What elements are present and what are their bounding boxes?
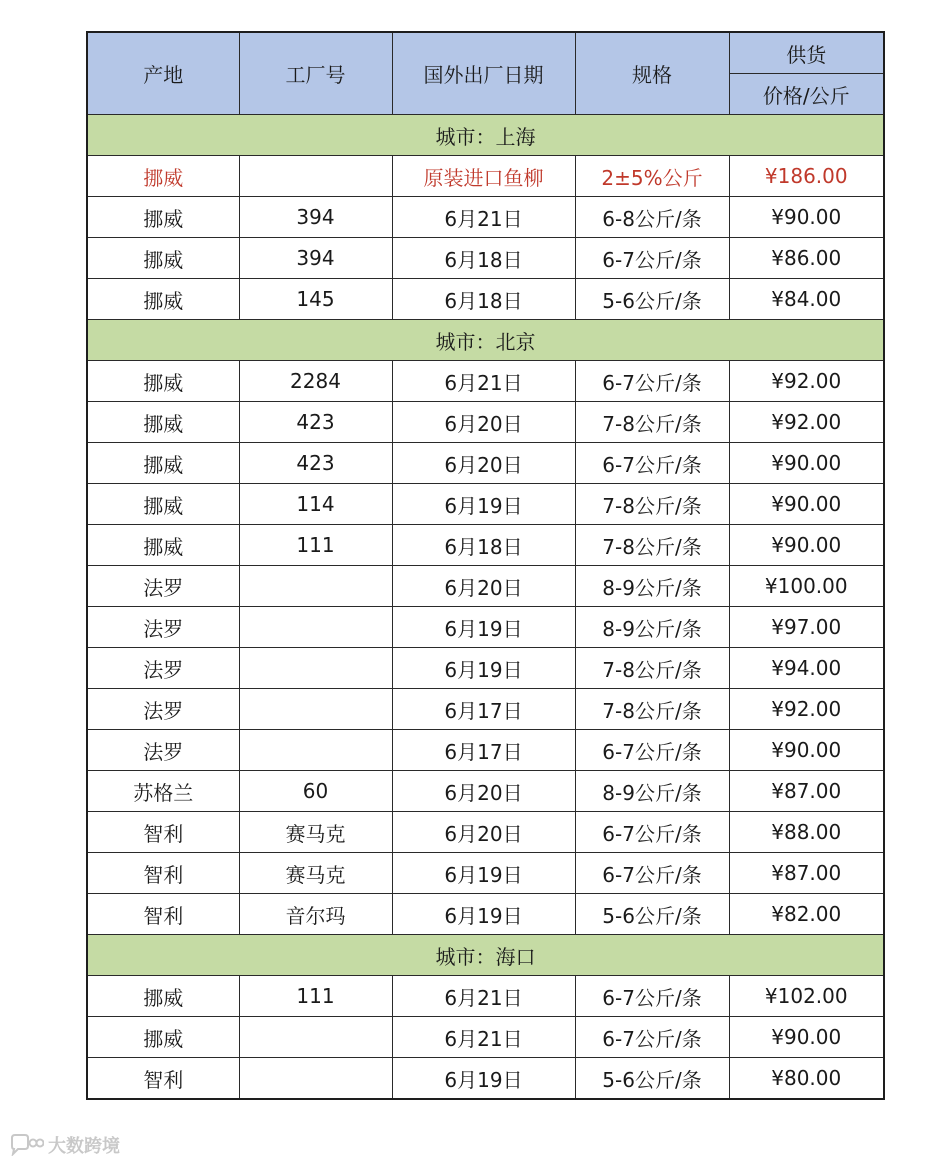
cell-origin: 挪威 bbox=[87, 402, 239, 443]
chat-bubble-logo-icon bbox=[8, 1134, 44, 1156]
cell-factory-no bbox=[239, 156, 392, 197]
cell-origin: 智利 bbox=[87, 853, 239, 894]
cell-origin: 苏格兰 bbox=[87, 771, 239, 812]
cell-ship-date: 6月21日 bbox=[392, 197, 575, 238]
cell-ship-date: 6月19日 bbox=[392, 853, 575, 894]
cell-ship-date: 6月21日 bbox=[392, 1017, 575, 1058]
cell-origin: 挪威 bbox=[87, 976, 239, 1017]
cell-ship-date: 原装进口鱼柳 bbox=[392, 156, 575, 197]
cell-origin: 法罗 bbox=[87, 648, 239, 689]
table-row bbox=[87, 443, 884, 484]
table-row bbox=[87, 607, 884, 648]
cell-origin: 法罗 bbox=[87, 689, 239, 730]
cell-origin: 挪威 bbox=[87, 484, 239, 525]
cell-ship-date: 6月20日 bbox=[392, 402, 575, 443]
cell-ship-date: 6月18日 bbox=[392, 238, 575, 279]
cell-factory-no: 423 bbox=[239, 402, 392, 443]
table-row bbox=[87, 1058, 884, 1100]
header-origin: 产地 bbox=[87, 32, 239, 115]
cell-origin: 法罗 bbox=[87, 730, 239, 771]
cell-price: ¥92.00 bbox=[729, 361, 884, 402]
cell-price: ¥100.00 bbox=[729, 566, 884, 607]
cell-origin: 智利 bbox=[87, 1058, 239, 1100]
cell-ship-date: 6月18日 bbox=[392, 525, 575, 566]
header-spec: 规格 bbox=[575, 32, 729, 115]
header-row bbox=[87, 32, 884, 74]
table-row bbox=[87, 1017, 884, 1058]
cell-factory-no bbox=[239, 1058, 392, 1100]
cell-spec: 5-6公斤/条 bbox=[575, 1058, 729, 1100]
cell-spec: 2±5%公斤 bbox=[575, 156, 729, 197]
cell-price: ¥92.00 bbox=[729, 689, 884, 730]
cell-factory-no bbox=[239, 689, 392, 730]
table-row bbox=[87, 156, 884, 197]
cell-spec: 6-7公斤/条 bbox=[575, 361, 729, 402]
table-row bbox=[87, 812, 884, 853]
cell-spec: 6-8公斤/条 bbox=[575, 197, 729, 238]
cell-factory-no: 60 bbox=[239, 771, 392, 812]
cell-spec: 6-7公斤/条 bbox=[575, 730, 729, 771]
cell-spec: 7-8公斤/条 bbox=[575, 648, 729, 689]
cell-price: ¥92.00 bbox=[729, 402, 884, 443]
table-row bbox=[87, 689, 884, 730]
cell-spec: 6-7公斤/条 bbox=[575, 853, 729, 894]
cell-price: ¥90.00 bbox=[729, 525, 884, 566]
watermark bbox=[8, 1132, 120, 1158]
cell-origin: 法罗 bbox=[87, 607, 239, 648]
cell-price: ¥94.00 bbox=[729, 648, 884, 689]
cell-ship-date: 6月19日 bbox=[392, 894, 575, 935]
cell-origin: 挪威 bbox=[87, 1017, 239, 1058]
city-row bbox=[87, 935, 884, 976]
cell-spec: 7-8公斤/条 bbox=[575, 402, 729, 443]
header-price-per-kg: 价格/公斤 bbox=[729, 74, 884, 115]
cell-origin: 挪威 bbox=[87, 238, 239, 279]
cell-spec: 7-8公斤/条 bbox=[575, 484, 729, 525]
city-label: 城市：北京 bbox=[87, 320, 884, 361]
cell-spec: 7-8公斤/条 bbox=[575, 689, 729, 730]
cell-ship-date: 6月21日 bbox=[392, 976, 575, 1017]
table-row bbox=[87, 853, 884, 894]
cell-factory-no bbox=[239, 648, 392, 689]
table-row bbox=[87, 279, 884, 320]
cell-ship-date: 6月18日 bbox=[392, 279, 575, 320]
city-row bbox=[87, 115, 884, 156]
table-row bbox=[87, 771, 884, 812]
cell-price: ¥90.00 bbox=[729, 730, 884, 771]
cell-price: ¥84.00 bbox=[729, 279, 884, 320]
cell-origin: 挪威 bbox=[87, 279, 239, 320]
cell-spec: 8-9公斤/条 bbox=[575, 771, 729, 812]
cell-factory-no: 赛马克 bbox=[239, 812, 392, 853]
cell-factory-no bbox=[239, 607, 392, 648]
city-label: 城市：海口 bbox=[87, 935, 884, 976]
cell-price: ¥97.00 bbox=[729, 607, 884, 648]
table-row bbox=[87, 402, 884, 443]
cell-ship-date: 6月20日 bbox=[392, 812, 575, 853]
cell-ship-date: 6月19日 bbox=[392, 1058, 575, 1100]
table-body bbox=[87, 115, 884, 1100]
cell-factory-no bbox=[239, 1017, 392, 1058]
cell-ship-date: 6月20日 bbox=[392, 566, 575, 607]
cell-ship-date: 6月17日 bbox=[392, 730, 575, 771]
cell-factory-no: 音尔玛 bbox=[239, 894, 392, 935]
cell-factory-no bbox=[239, 730, 392, 771]
cell-ship-date: 6月17日 bbox=[392, 689, 575, 730]
cell-origin: 智利 bbox=[87, 812, 239, 853]
cell-price: ¥90.00 bbox=[729, 1017, 884, 1058]
cell-origin: 挪威 bbox=[87, 197, 239, 238]
header-factory-no: 工厂号 bbox=[239, 32, 392, 115]
cell-ship-date: 6月19日 bbox=[392, 607, 575, 648]
header-supply: 供货 bbox=[729, 32, 884, 74]
cell-price: ¥102.00 bbox=[729, 976, 884, 1017]
cell-factory-no: 145 bbox=[239, 279, 392, 320]
cell-factory-no: 423 bbox=[239, 443, 392, 484]
cell-factory-no: 2284 bbox=[239, 361, 392, 402]
cell-origin: 挪威 bbox=[87, 525, 239, 566]
cell-ship-date: 6月19日 bbox=[392, 484, 575, 525]
cell-factory-no: 111 bbox=[239, 976, 392, 1017]
city-label: 城市：上海 bbox=[87, 115, 884, 156]
cell-ship-date: 6月19日 bbox=[392, 648, 575, 689]
cell-price: ¥88.00 bbox=[729, 812, 884, 853]
table-row bbox=[87, 566, 884, 607]
cell-price: ¥90.00 bbox=[729, 484, 884, 525]
cell-spec: 8-9公斤/条 bbox=[575, 607, 729, 648]
cell-factory-no: 114 bbox=[239, 484, 392, 525]
cell-price: ¥87.00 bbox=[729, 853, 884, 894]
watermark-text: 大数跨境 bbox=[48, 1136, 120, 1157]
table-row bbox=[87, 484, 884, 525]
table-row bbox=[87, 730, 884, 771]
cell-price: ¥86.00 bbox=[729, 238, 884, 279]
cell-spec: 6-7公斤/条 bbox=[575, 443, 729, 484]
cell-origin: 法罗 bbox=[87, 566, 239, 607]
cell-ship-date: 6月21日 bbox=[392, 361, 575, 402]
header-ship-date: 国外出厂日期 bbox=[392, 32, 575, 115]
cell-spec: 6-7公斤/条 bbox=[575, 1017, 729, 1058]
table-row bbox=[87, 361, 884, 402]
cell-ship-date: 6月20日 bbox=[392, 771, 575, 812]
cell-price: ¥82.00 bbox=[729, 894, 884, 935]
cell-origin: 智利 bbox=[87, 894, 239, 935]
cell-price: ¥80.00 bbox=[729, 1058, 884, 1100]
cell-factory-no bbox=[239, 566, 392, 607]
table-row bbox=[87, 238, 884, 279]
cell-origin: 挪威 bbox=[87, 361, 239, 402]
cell-factory-no: 394 bbox=[239, 197, 392, 238]
cell-price: ¥90.00 bbox=[729, 443, 884, 484]
cell-factory-no: 赛马克 bbox=[239, 853, 392, 894]
cell-spec: 6-7公斤/条 bbox=[575, 812, 729, 853]
cell-price: ¥87.00 bbox=[729, 771, 884, 812]
cell-ship-date: 6月20日 bbox=[392, 443, 575, 484]
table-row bbox=[87, 197, 884, 238]
cell-origin: 挪威 bbox=[87, 443, 239, 484]
cell-spec: 6-7公斤/条 bbox=[575, 976, 729, 1017]
cell-spec: 7-8公斤/条 bbox=[575, 525, 729, 566]
price-table bbox=[86, 31, 885, 1100]
city-row bbox=[87, 320, 884, 361]
cell-price: ¥90.00 bbox=[729, 197, 884, 238]
cell-factory-no: 394 bbox=[239, 238, 392, 279]
table-row bbox=[87, 976, 884, 1017]
cell-spec: 5-6公斤/条 bbox=[575, 894, 729, 935]
cell-factory-no: 111 bbox=[239, 525, 392, 566]
cell-spec: 5-6公斤/条 bbox=[575, 279, 729, 320]
table-row bbox=[87, 525, 884, 566]
table-row bbox=[87, 894, 884, 935]
table-row bbox=[87, 648, 884, 689]
cell-origin: 挪威 bbox=[87, 156, 239, 197]
cell-spec: 8-9公斤/条 bbox=[575, 566, 729, 607]
cell-price: ¥186.00 bbox=[729, 156, 884, 197]
cell-spec: 6-7公斤/条 bbox=[575, 238, 729, 279]
